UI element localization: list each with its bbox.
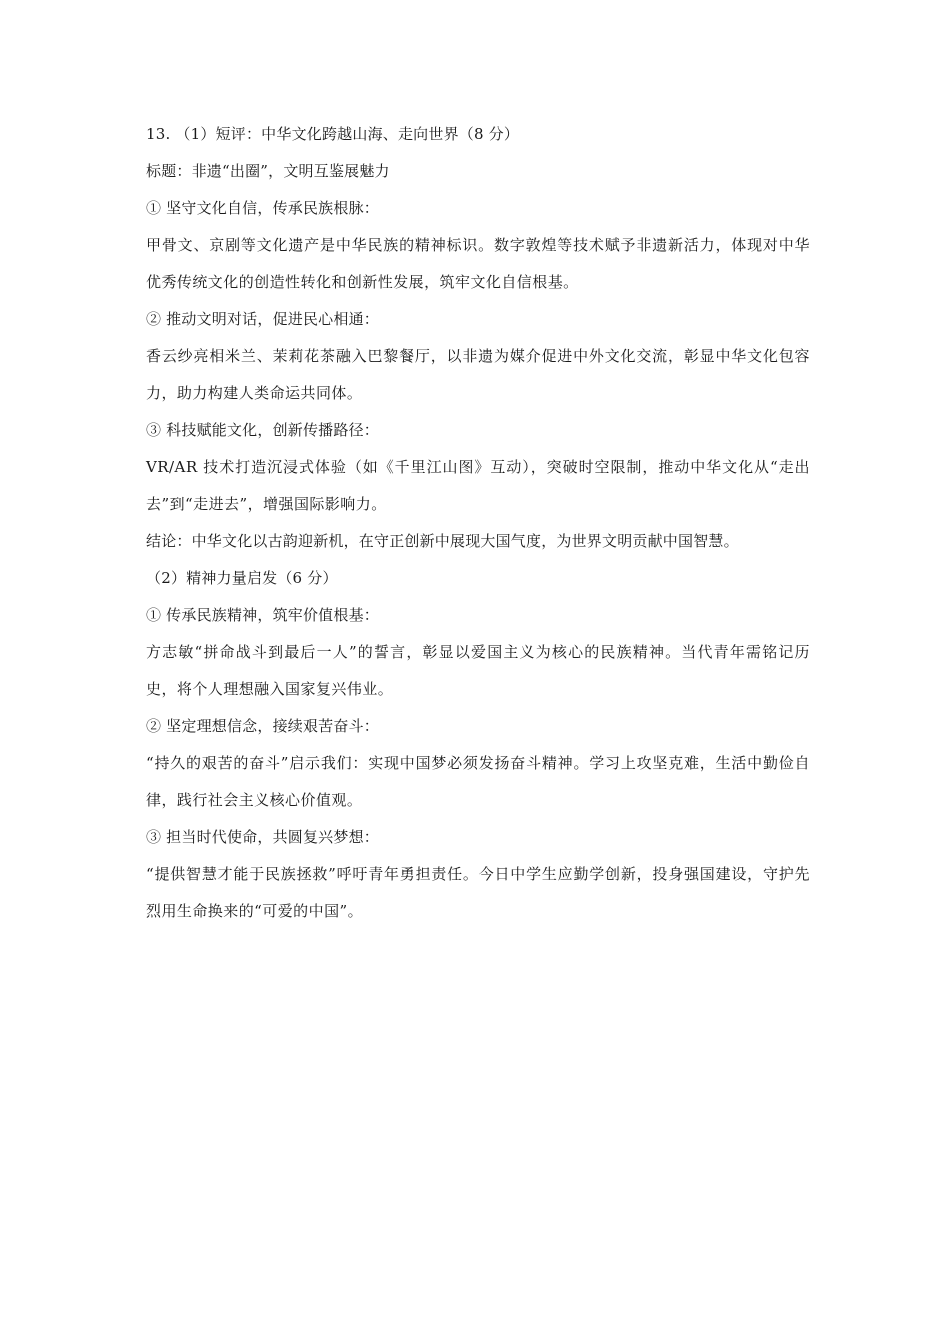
spirit-2-heading: ② 坚定理想信念，接续艰苦奋斗： <box>146 717 379 735</box>
conclusion: 结论：中华文化以古韵迎新机，在守正创新中展现大国气度，为世界文明贡献中国智慧。 <box>146 532 739 550</box>
spirit-2-body: “持久的艰苦的奋斗”启示我们：实现中国梦必须发扬奋斗精神。学习上攻坚克难，生活中勤俭自律，践行社会主义核心价值观。 <box>146 754 810 809</box>
point-3-body: VR/AR 技术打造沉浸式体验（如《千里江山图》互动），突破时空限制，推动中华文化从“走出去”到“走进去”，增强国际影响力。 <box>146 458 810 513</box>
point-2-body: 香云纱亮相米兰、茉莉花茶融入巴黎餐厅，以非遗为媒介促进中外文化交流，彰显中华文化包容力，助力构建人类命运共同体。 <box>146 347 810 402</box>
point-3-heading: ③ 科技赋能文化，创新传播路径： <box>146 421 379 439</box>
spirit-1-heading: ① 传承民族精神，筑牢价值根基： <box>146 606 379 624</box>
point-1-heading: ① 坚守文化自信，传承民族根脉： <box>146 199 379 217</box>
essay-title: 标题：非遗“出圈”，文明互鉴展魅力 <box>146 162 390 180</box>
point-1-body: 甲骨文、京剧等文化遗产是中华民族的精神标识。数字敦煌等技术赋予非遗新活力，体现对中华优秀传统文化的创造性转化和创新性发展，筑牢文化自信根基。 <box>146 236 810 291</box>
part-2-heading: （2）精神力量启发（6 分） <box>146 569 338 587</box>
point-2-heading: ② 推动文明对话，促进民心相通： <box>146 310 379 328</box>
spirit-1-body: 方志敏“拼命战斗到最后一人”的誓言，彰显以爱国主义为核心的民族精神。当代青年需铭记历史，将个人理想融入国家复兴伟业。 <box>146 643 810 698</box>
spirit-3-heading: ③ 担当时代使命，共圆复兴梦想： <box>146 828 379 846</box>
question-heading: 13. （1）短评：中华文化跨越山海、走向世界（8 分） <box>146 125 520 143</box>
answer-document <box>146 116 810 930</box>
spirit-3-body: “提供智慧才能于民族拯救”呼吁青年勇担责任。今日中学生应勤学创新，投身强国建设，守护先烈用生命换来的“可爱的中国”。 <box>146 865 810 920</box>
